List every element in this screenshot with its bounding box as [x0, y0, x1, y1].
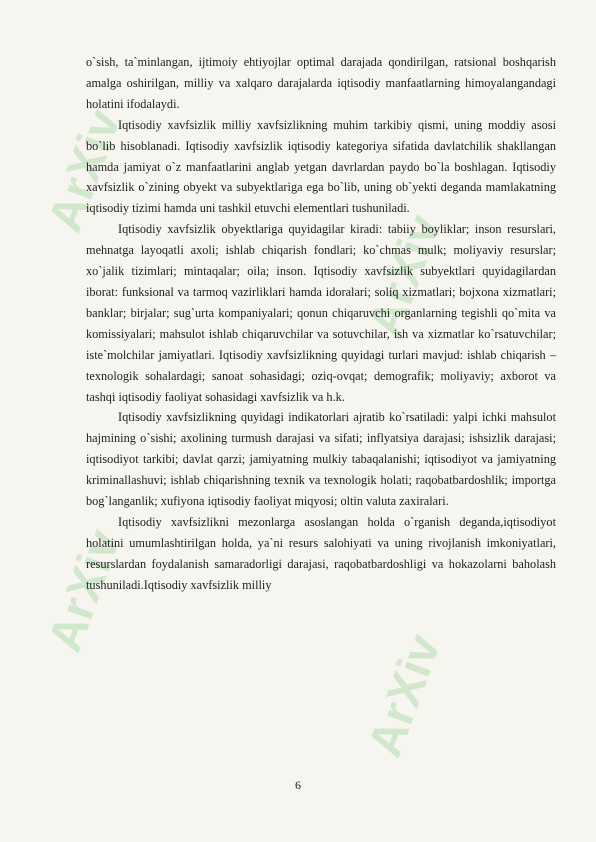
- watermark-mark: ArXiv: [358, 207, 452, 344]
- paragraph: Iqtisodiy xavfsizlik obyektlariga quyidagilar kiradi: tabiiy boyliklar; inson resurslari, mehnatga layoqatli axoli; ishlab chiqarish fondlari; ko`chmas mulk; moliyaviy resurslar; xo`jalik tizimlari; mintaqalar; oila; inson. Iqtisodiy xavfsizlik subyektlari quyidagilardan iborat: funksional va tarmoq vazirliklari hamda idoralari; soliq xizmatlari; bojxona xizmatlari; banklar; birjalar; sug`urta kompaniyalari; qonun chiqaruvchi organlarning tegishli qo`mita va komissiyalari; mahsulot ishlab chiqaruvchilar va sotuvchilar, ish va xizmatlar ko`rsatuvchilar; iste`molchilar jamiyatlari. Iqtisodiy xavfsizlikning quyidagi turlari mavjud: ishlab chiqarish – texnologik sohalardagi; sanoat sohasidagi; oziq-ovqat; demografik; moliyaviy; axborot va tashqi iqtisodiy faoliyat sohasidagi xavfsizlik va h.k.: [86, 222, 556, 404]
- watermark-mark: ArXiv: [38, 522, 132, 659]
- paragraph: Iqtisodiy xavfsizlikning quyidagi indikatorlari ajratib ko`rsatiladi: yalpi ichki mahsulot hajmining o`sishi; axolining turmush darajasi va sifati; inflyatsiya darajasi; ishsizlik darajasi; iqtisodiyot tarkibi; davlat qarzi; jamiyatning mulkiy tabaqalanishi; iqtisodiyot va jamiyatning kriminallashuvi; ishlab chiqarishning texnik va texnologik holati; raqobatbardoshlik; importga bog`langanlik; xufiyona iqtisodiy faoliyat miqyosi; oltin valuta zaxiralari.: [86, 410, 556, 509]
- watermark-mark: ArXiv: [358, 627, 452, 764]
- page-number: 6: [295, 778, 301, 792]
- paragraph: Iqtisodiy xavfsizlik milliy xavfsizlikning muhim tarkibiy qismi, uning moddiy asosi bo`lib hisoblanadi. Iqtisodiy xavfsizlik iqtisodiy kategoriya sifatida davlatchilik shakllangan hamda jamiyat o`z manfaatlarini anglab yetgan davrlardan paydo bo`la boshlagan. Iqtisodiy xavfsizlik o`zining obyekt va subyektlariga ega bo`lib, uning ob`yekti deganda mamlakatning iqtisodiy tizimi hamda uni tashkil etuvchi elementlari tushuniladi.: [86, 117, 556, 216]
- paragraph: Iqtisodiy xavfsizlikni mezonlarga asoslangan holda o`rganish deganda,iqtisodiyot holatini umumlashtirilgan holda, ya`ni resurs salohiyati va uning rivojlanish imkoniyatlari, resurslardan foydalanish samaradorligi darajasi, raqobatbardoshligi va hokazolarni baholash tushuniladi.Iqtisodiy xavfsizlik milliy: [86, 514, 556, 592]
- watermark-mark: ArXiv: [38, 102, 132, 239]
- paragraph: o`sish, ta`minlangan, ijtimoiy ehtiyojlar optimal darajada qondirilgan, ratsional boshqarish amalga oshirilgan, milliy va xalqaro darajalarda iqtisodiy manfaatlarning himoyalangandagi holatini ifodalaydi.: [86, 55, 556, 111]
- body-text: [86, 52, 556, 596]
